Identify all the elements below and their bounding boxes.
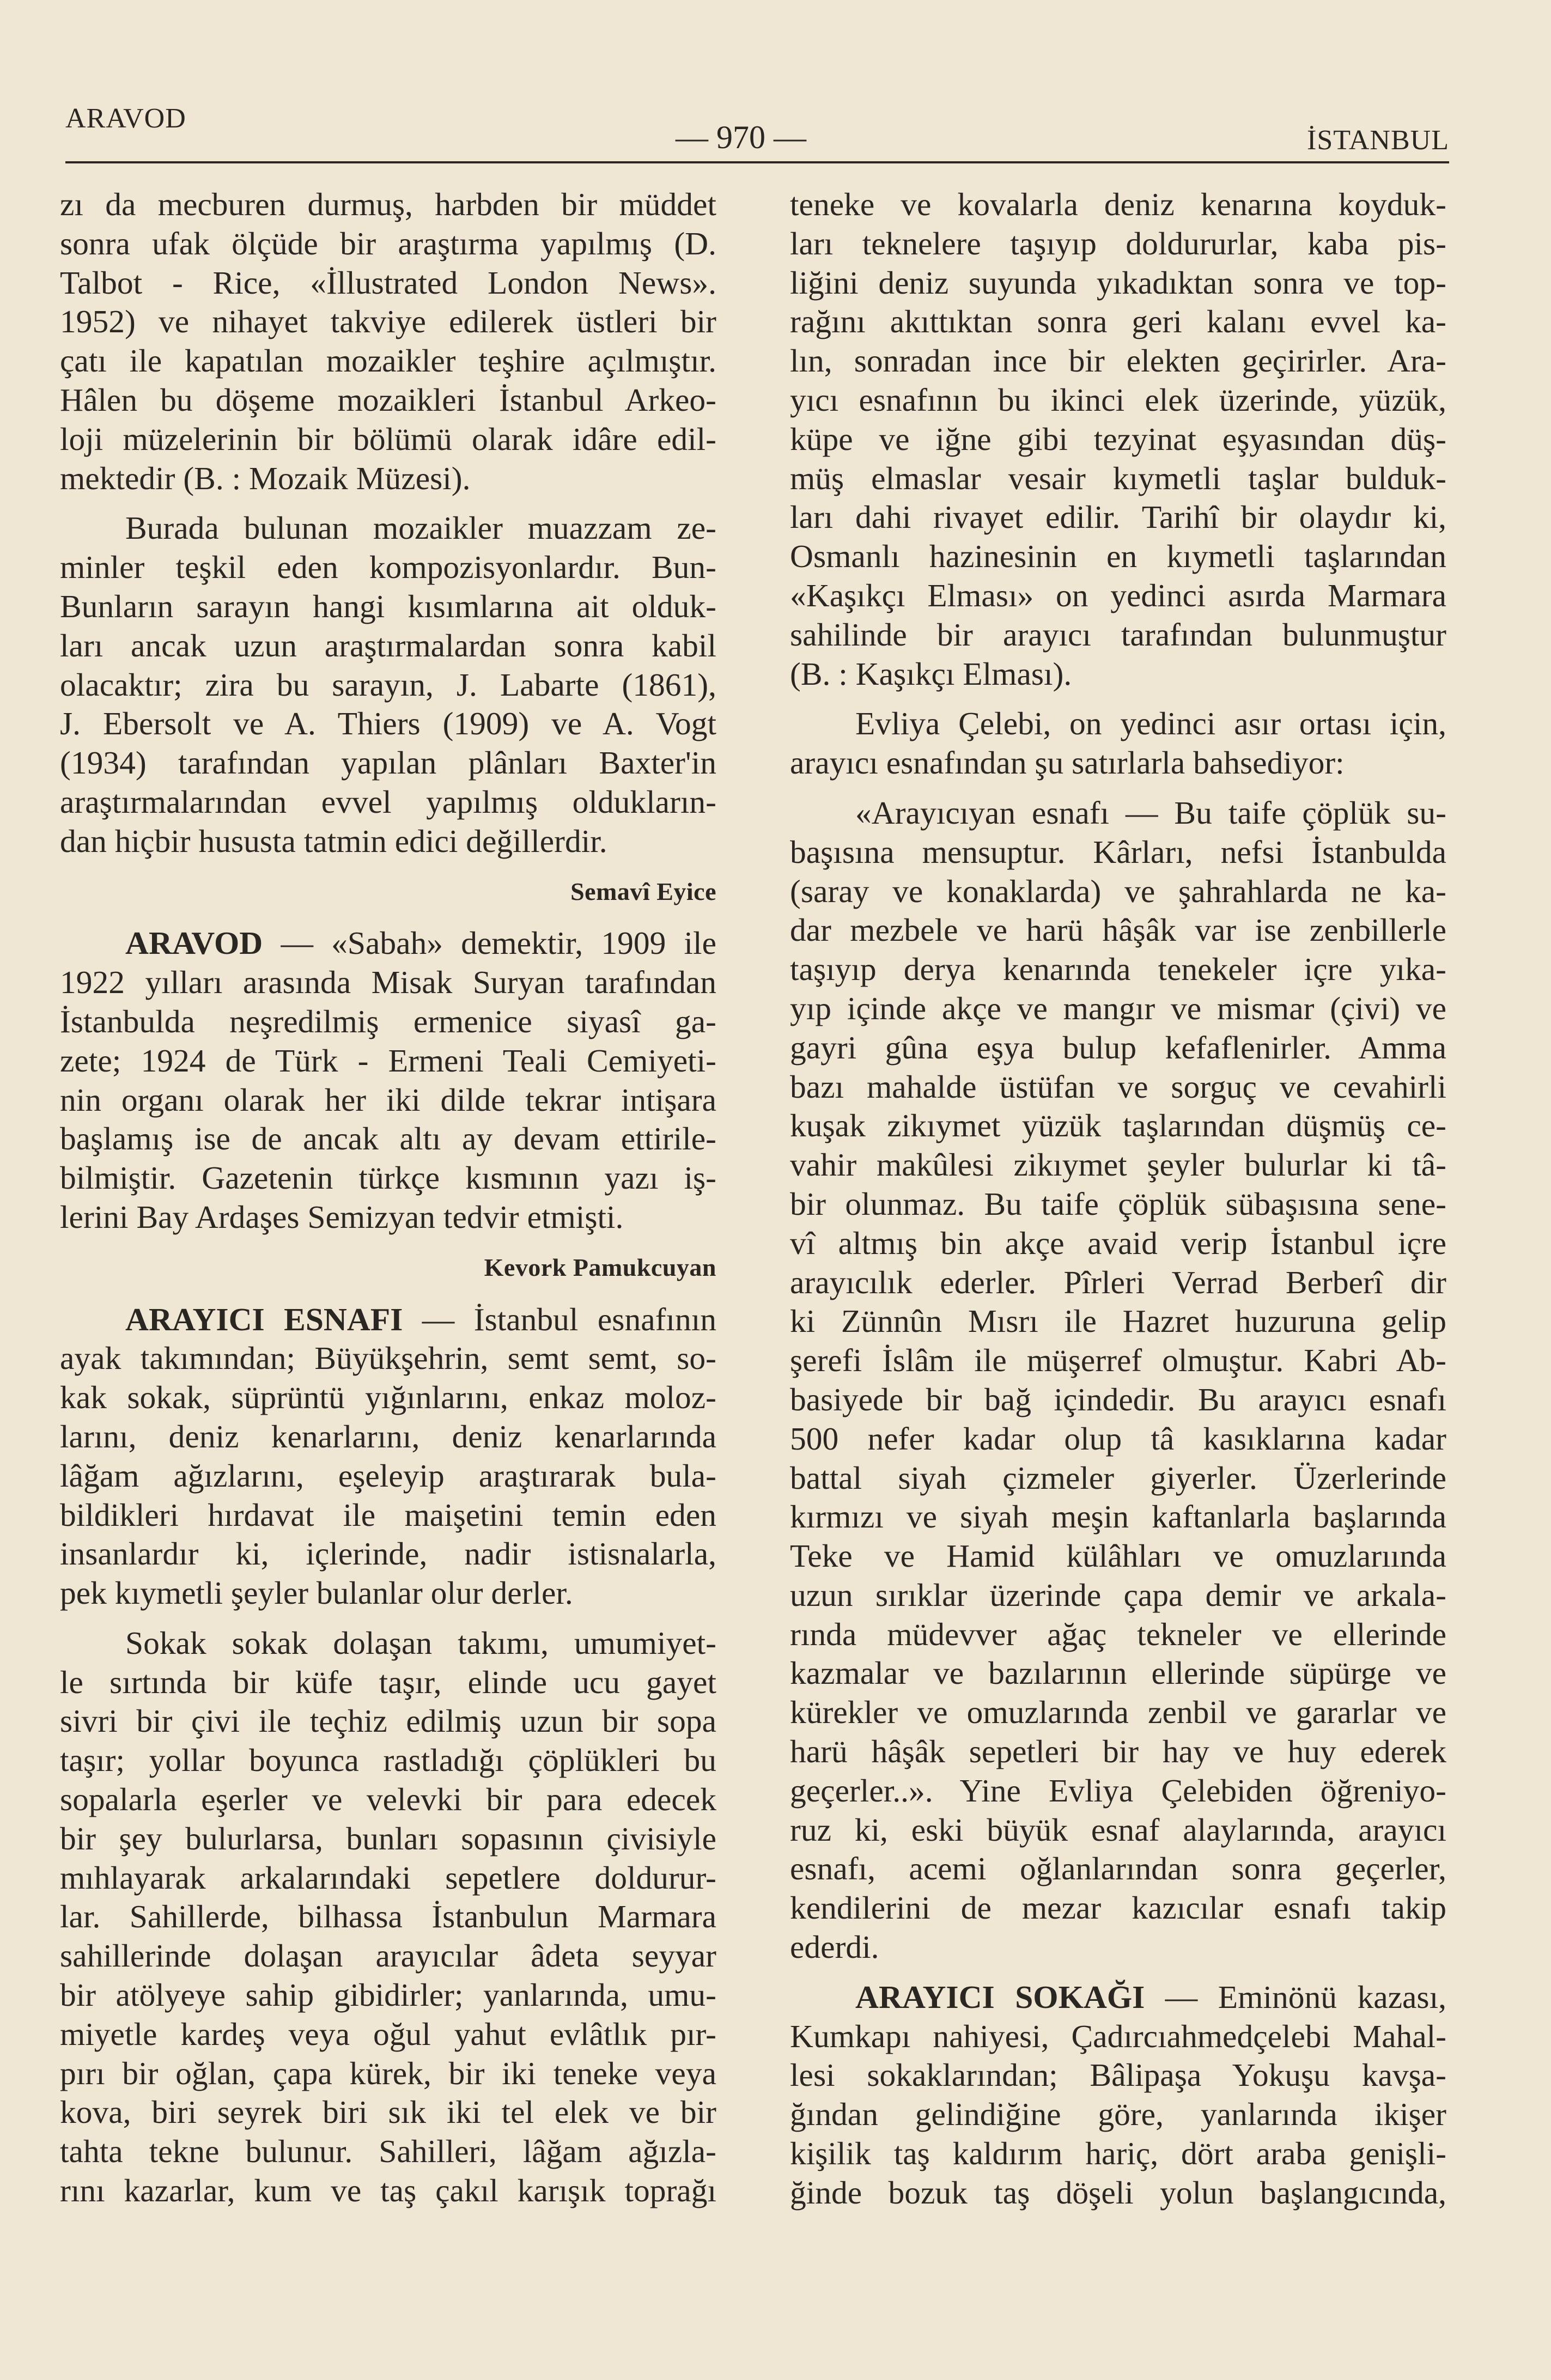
text-line: tahta tekne bulunur. Sahilleri, lâğam ağızla- (60, 2133, 716, 2170)
text-line: nin organı olarak her iki dilde tekrar intişara (60, 1081, 716, 1118)
text-line: Bunların sarayın hangi kısımlarına ait olduk- (60, 588, 716, 624)
text-line: esnafı, acemi oğlanlarından sonra geçerler, (790, 1851, 1446, 1887)
text-line: (1934) tarafından yapılan plânları Baxter'in (60, 745, 716, 781)
text-line: Hâlen bu döşeme mozaikleri İstanbul Arkeo- (60, 381, 716, 418)
text-line: sahilinde bir arayıcı tarafından bulunmuştur (790, 616, 1446, 653)
text-line: ki Zünnûn Mısrı ile Hazret huzuruna gelip (790, 1303, 1446, 1340)
paragraph-mosaic-composition (60, 509, 716, 861)
entry-aravod (60, 924, 716, 1237)
text-line: İstanbulda neşredilmiş ermenice siyasî ga- (60, 1003, 716, 1039)
text-line: taşıyıp derya kenarında tenekeler içre yıka- (790, 951, 1446, 988)
text-line: olacaktır; zira bu sarayın, J. Labarte (1861), (60, 666, 716, 703)
page-number: — 970 — (676, 119, 806, 155)
text-line: «Arayıcıyan esnafı — Bu taife çöplük su- (855, 794, 1446, 831)
text-line: rını kazarlar, kum ve taş çakıl karışık toprağı (60, 2172, 716, 2209)
text-line: ruz ki, eski büyük esnaf alaylarında, arayıcı (790, 1811, 1446, 1848)
text-line: çatı ile kapatılan mozaikler teşhire açılmıştır. (60, 343, 716, 379)
text-line: lâğam ağızlarını, eşeleyip araştırarak bula- (60, 1457, 716, 1494)
text-line: pek kıymetli şeyler bulanlar olur derler. (60, 1575, 573, 1611)
text-line: insanlardır ki, içlerinde, nadir istisnalarla, (60, 1536, 716, 1572)
text-line: battal siyah çizmeler giyerler. Üzerlerinde (790, 1459, 1446, 1496)
text-line: müş elmaslar vesair kıymetli taşlar bulduk- (790, 460, 1446, 496)
text-line: miyetle kardeş veya oğul yahut evlâtlık pır- (60, 2016, 716, 2052)
text-line: 1922 yılları arasında Misak Suryan tarafından (60, 964, 716, 1001)
text-line: lar. Sahillerde, bilhassa İstanbulun Marmara (60, 1898, 716, 1935)
entry-arayici-esnafi (60, 1300, 716, 1613)
entry-headword: ARAYICI ESNAFI (125, 1301, 403, 1337)
header-rule (65, 161, 1449, 163)
quotation-evliya-celebi (790, 794, 1446, 1967)
text-line: ğından gelindiğine göre, yanlarında ikişer (790, 2096, 1446, 2133)
text-line: kak sokak, süprüntü yığınlarını, enkaz moloz- (60, 1379, 716, 1416)
text-line: lerini Bay Ardaşes Semizyan tedvir etmişti. (60, 1198, 624, 1235)
text-line: kişilik taş kaldırım hariç, dört araba genişli- (790, 2135, 1446, 2172)
text-line: yıp içinde akçe ve mangır ve mismar (çivi) ve (790, 990, 1446, 1026)
text-line: vahir makûlesi zikıymet şeyler bulurlar ki tâ- (790, 1147, 1446, 1183)
text-line: ları dahi rivayet edilir. Tarihî bir olaydır ki, (790, 499, 1446, 535)
text-line: minler teşkil eden kompozisyonlardır. Bun- (60, 549, 716, 586)
text-line: araştırmalarından evvel yapılmış oldukların- (60, 783, 716, 820)
text-line: geçerler..». Yine Evliya Çelebiden öğreniyo- (790, 1772, 1446, 1809)
text-line: ARAVOD — «Sabah» demektir, 1909 ile (125, 925, 716, 961)
text-line: lın, sonradan ince bir elekten geçirirler. Ara- (790, 343, 1446, 379)
text-line: (saray ve konaklarda) ve şahrahlarda ne ka- (790, 873, 1446, 909)
paragraph-sifting (790, 185, 1446, 693)
author-signature: Kevork Pamukcuyan (484, 1253, 716, 1281)
text-line: ayak takımından; Büyükşehrin, semt semt, so- (60, 1340, 716, 1377)
text-line: teneke ve kovalarla deniz kenarına koyduk- (790, 186, 1446, 222)
text-line: arayıcı esnafından şu satırlarla bahsediyor: (790, 745, 1345, 781)
page-header (65, 92, 1449, 157)
text-line: dar mezbele ve harü hâşâk var ise zenbillerle (790, 912, 1446, 948)
text-line: mektedir (B. : Mozaik Müzesi). (60, 460, 471, 496)
text-line: sonra ufak ölçüde bir araştırma yapılmış (D. (60, 225, 716, 261)
text-line: Kumkapı nahiyesi, Çadırcıahmedçelebi Mahal- (790, 2018, 1446, 2054)
text-line: J. Ebersolt ve A. Thiers (1909) ve A. Vogt (60, 705, 716, 742)
text-line: 1952) ve nihayet takviye edilerek üstleri bir (60, 303, 716, 340)
running-head-right: İSTANBUL (1307, 125, 1449, 156)
text-line: başlamış ise de ancak altı ay devam ettirile- (60, 1121, 716, 1157)
text-line: kova, biri seyrek biri sık iki tel elek ve bir (60, 2094, 716, 2131)
text-line: şerefi İslâm ile müşerref olmuştur. Kabri Ab- (790, 1342, 1446, 1379)
text-line: dan hiçbir hususta tatmin edici değillerdir. (60, 823, 607, 859)
text-line: bir olunmaz. Bu taife çöplük sübaşısına sene- (790, 1185, 1446, 1222)
text-line: «Kaşıkçı Elması» on yedinci asırda Marmara (790, 577, 1446, 613)
text-line: Evliya Çelebi, on yedinci asır ortası için, (855, 705, 1446, 742)
text-line: kazmalar ve bazılarının ellerinde süpürge ve (790, 1655, 1446, 1691)
text-line: lesi sokaklarından; Bâlipaşa Yokuşu kavşa- (790, 2057, 1446, 2093)
text-line: bazı mahalde üstüfan ve sorguç ve cevahirli (790, 1068, 1446, 1105)
text-line: ARAYICI SOKAĞI — Eminönü kazası, (855, 1979, 1446, 2015)
text-line: harü hâşâk sepetleri bir hay ve huy ederek (790, 1733, 1446, 1770)
text-line: Sokak sokak dolaşan takımı, umumiyet- (125, 1624, 716, 1661)
running-head-left: ARAVOD (65, 103, 186, 134)
text-line: sopalarla eşerler ve velevki bir para edecek (60, 1781, 716, 1818)
text-line: le sırtında bir küfe taşır, elinde ucu gayet (60, 1664, 716, 1700)
text-line: (B. : Kaşıkçı Elması). (790, 655, 1072, 692)
author-signature: Semavî Eyice (570, 877, 716, 905)
text-line: mıhlayarak arkalarındaki sepetlere doldurur- (60, 1859, 716, 1896)
text-line: bir şey bulurlarsa, bunları sopasının çivisiyle (60, 1820, 716, 1856)
text-line: ları teknelere taşıyıp doldururlar, kaba pis- (790, 225, 1446, 261)
text-line: kırmızı ve siyah meşin kaftanlarla başlarında (790, 1499, 1446, 1535)
paragraph-evliya-intro (790, 704, 1446, 783)
text-line: ğinde bozuk taş döşeli yolun başlangıcında, (790, 2174, 1446, 2211)
text-line: Teke ve Hamid külâhları ve omuzlarıında (790, 1538, 1446, 1574)
text-line: Talbot - Rice, «İllustrated London News». (60, 264, 716, 301)
paragraph-street-collectors (60, 1624, 716, 2211)
text-line: arayıcılık ederler. Pîrleri Verrad Berberî dir (790, 1264, 1446, 1300)
entry-arayici-sokagi (790, 1978, 1446, 2213)
text-line: uzun sırıklar üzerinde çapa demir ve arkala- (790, 1576, 1446, 1613)
text-line: ederdi. (790, 1929, 879, 1965)
text-line: basiyede bir bağ içindedir. Bu arayıcı esnafı (790, 1381, 1446, 1417)
text-line: Osmanlı hazinesinin en kıymetli taşlarından (790, 538, 1446, 575)
text-line: başısına mensuptur. Kârları, nefsi İstanbulda (790, 833, 1446, 870)
right-column (790, 185, 1446, 2224)
text-line: rağını akıttıktan sonra geri kalanı evvel ka- (790, 303, 1446, 340)
text-line: 500 nefer kadar olup tâ kasıklarına kadar (790, 1420, 1446, 1457)
text-line: kürekler ve omuzlarında zenbil ve gararlar ve (790, 1694, 1446, 1731)
text-line: bilmiştir. Gazetenin türkçe kısmının yazı iş- (60, 1160, 716, 1196)
text-line: bildikleri hırdavat ile maişetini temin eden (60, 1496, 716, 1533)
text-line: bir atölyeye sahip gibidirler; yanlarında, umu- (60, 1977, 716, 2013)
entry-headword: ARAVOD (125, 925, 263, 961)
text-line: ları ancak uzun araştırmalardan sonra kabil (60, 627, 716, 664)
text-line: loji müzelerinin bir bölümü olarak idâre edil- (60, 421, 716, 457)
text-line: kuşak zikıymet yüzük taşlarından düşmüş ce- (790, 1107, 1446, 1144)
paragraph-mosaic-continuation (60, 185, 716, 498)
text-line: zı da mecburen durmuş, harbden bir müddet (60, 186, 716, 222)
entry-headword: ARAYICI SOKAĞI (855, 1979, 1145, 2015)
text-line: zete; 1924 de Türk - Ermeni Teali Cemiyeti- (60, 1042, 716, 1079)
text-line: Burada bulunan mozaikler muazzam ze- (125, 510, 716, 546)
text-line: yıcı esnafının bu ikinci elek üzerinde, yüzük, (790, 381, 1446, 418)
text-line: taşır; yollar boyunca rastladığı çöplükleri bu (60, 1742, 716, 1779)
text-line: sahillerinde dolaşan arayıcılar âdeta seyyar (60, 1938, 716, 1974)
text-line: vî altmış bin akçe avaid verip İstanbul içre (790, 1225, 1446, 1261)
text-line: ARAYICI ESNAFI — İstanbul esnafının (125, 1301, 716, 1337)
text-line: kendilerini de mezar kazıcılar esnafı takip (790, 1890, 1446, 1926)
text-line: gayri gûna eşya bulup kefaflenirler. Amma (790, 1029, 1446, 1066)
text-line: larını, deniz kenarlarını, deniz kenarlarında (60, 1418, 716, 1454)
text-line: sivri bir çivi ile teçhiz edilmiş uzun bir sopa (60, 1703, 716, 1739)
text-line: pırı bir oğlan, çapa kürek, bir iki teneke veya (60, 2055, 716, 2091)
text-line: rında müdevver ağaç tekneler ve ellerinde (790, 1616, 1446, 1652)
text-line: liğini deniz suyunda yıkadıktan sonra ve top- (790, 264, 1446, 301)
left-column (60, 185, 716, 2221)
text-line: küpe ve iğne gibi tezyinat eşyasından düş- (790, 421, 1446, 457)
